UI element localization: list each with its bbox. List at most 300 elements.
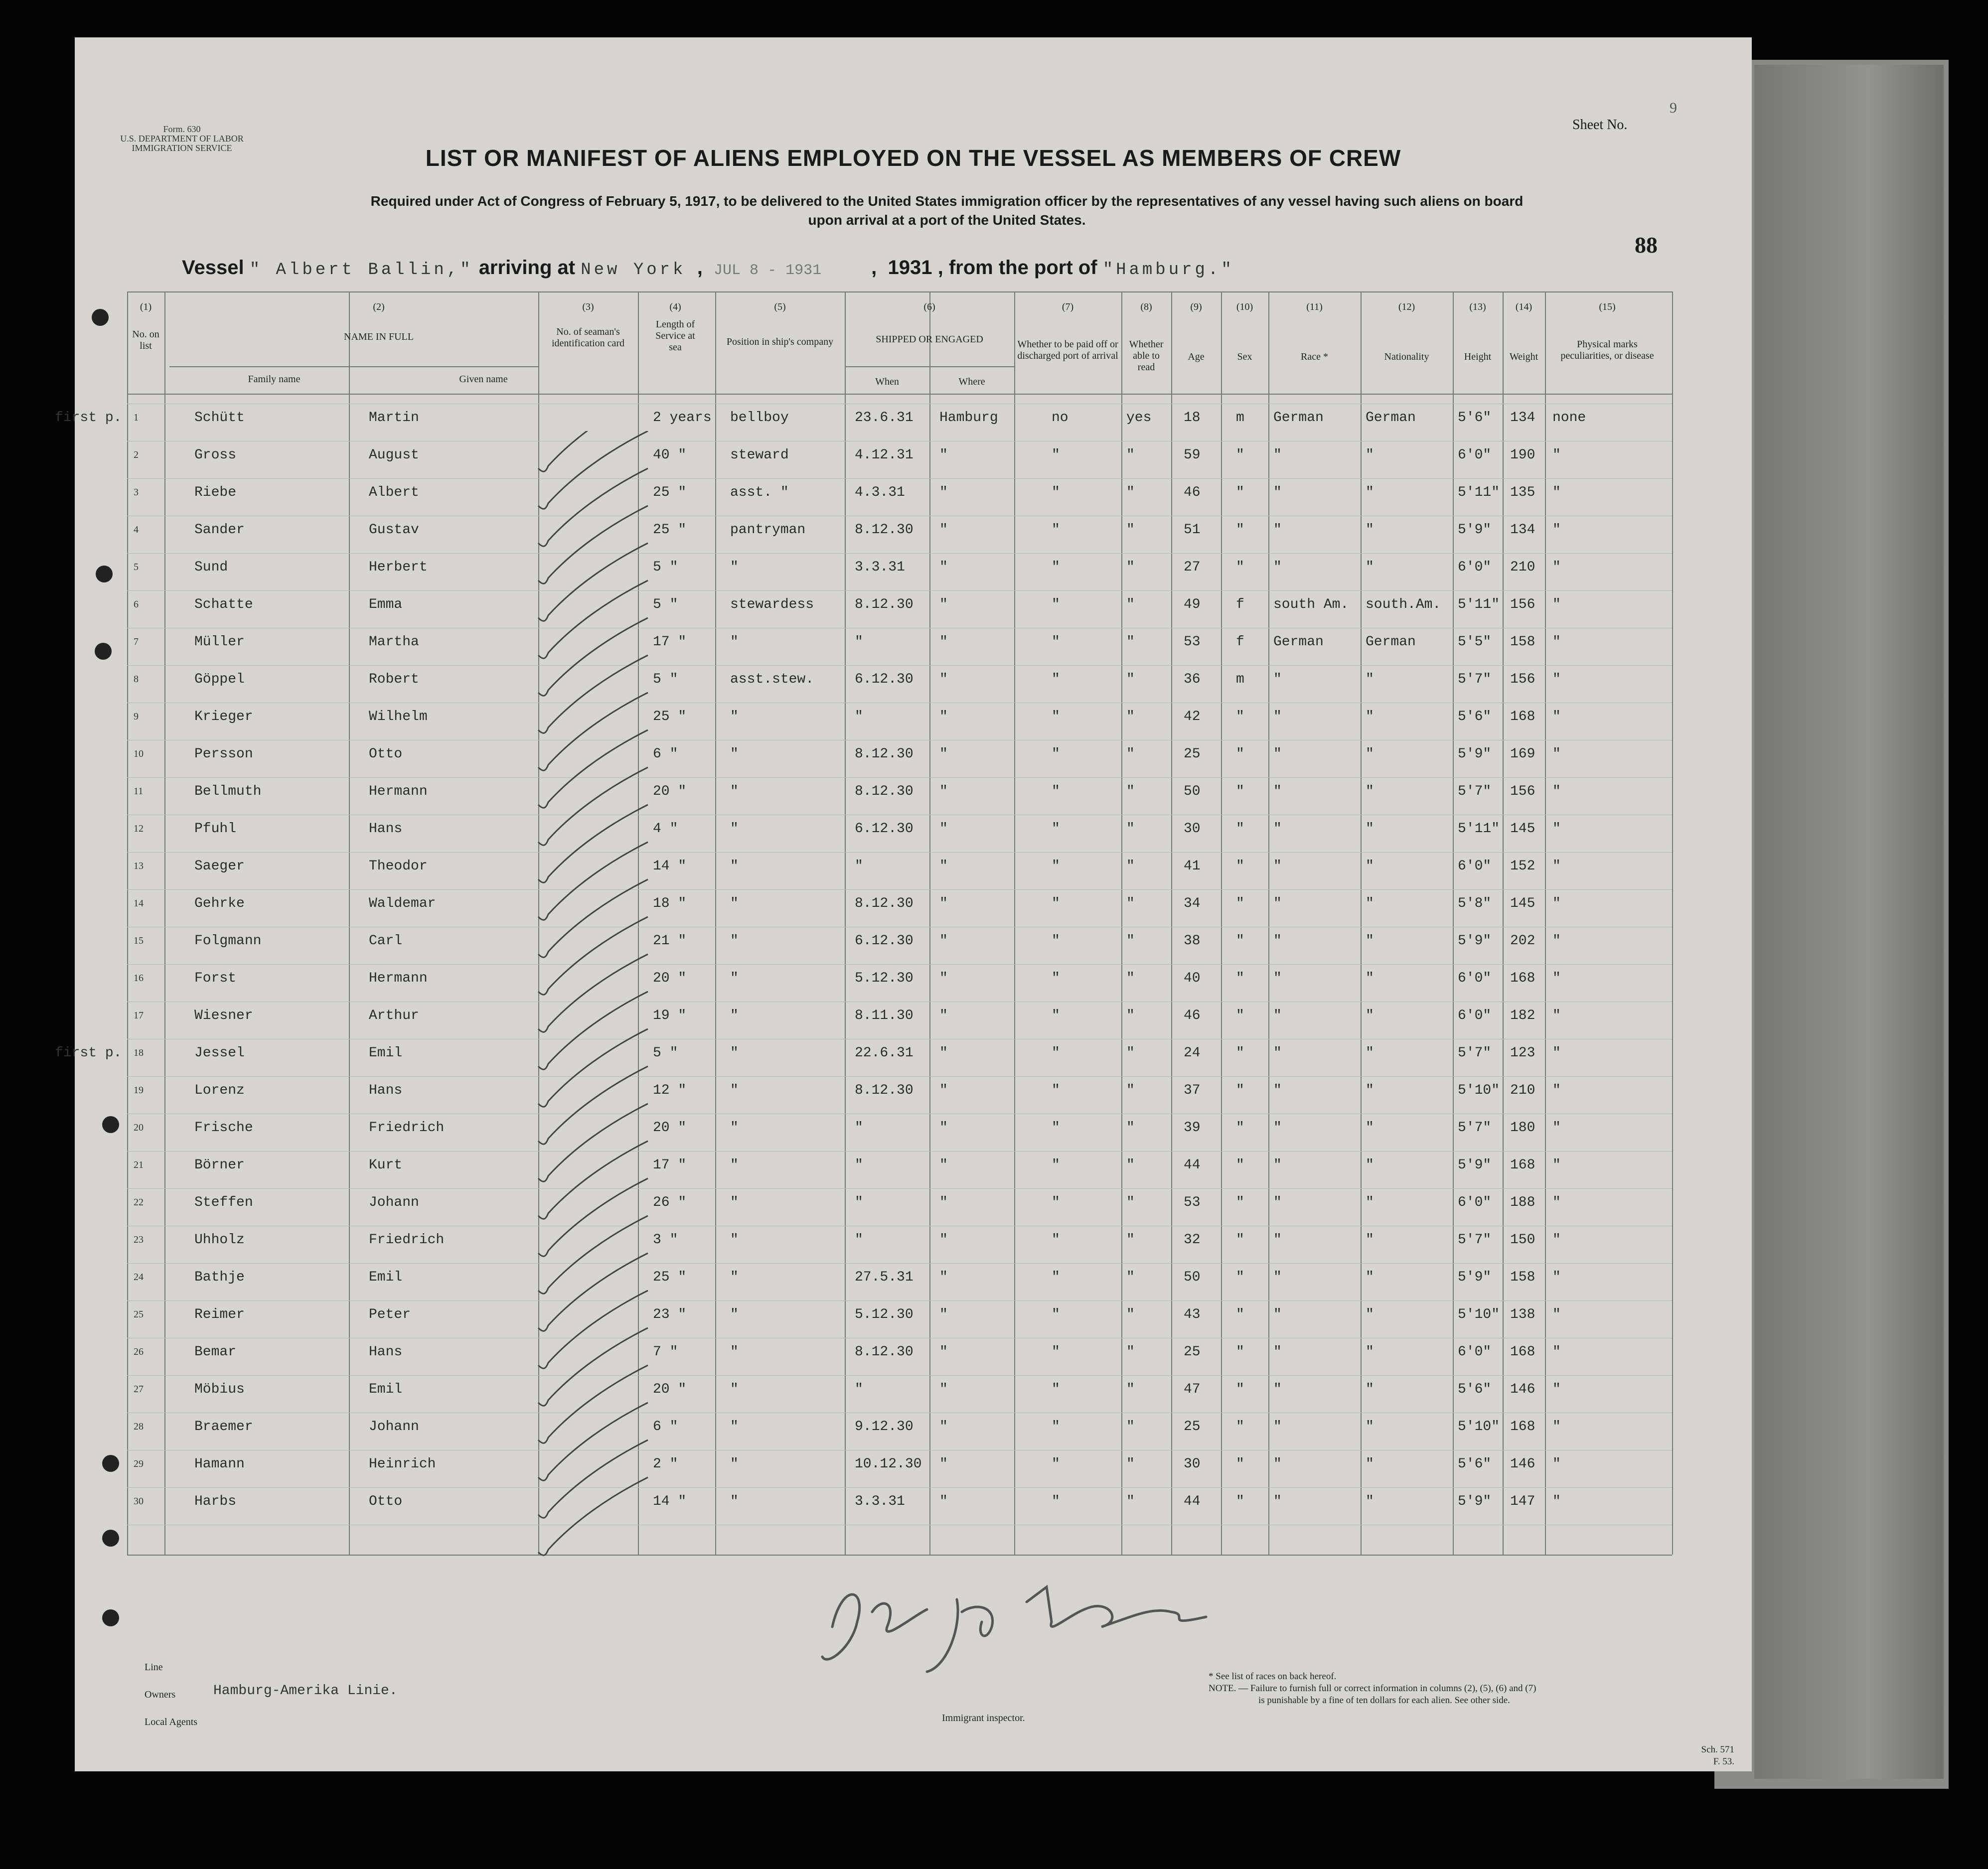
column-rule (1221, 291, 1222, 1555)
row-family: Hamann (194, 1456, 245, 1472)
row-age: 44 (1184, 1494, 1201, 1509)
row-when: 10.12.30 (855, 1456, 922, 1472)
row-height: 5'11" (1458, 485, 1500, 500)
row-race: " (1273, 1008, 1282, 1023)
row-nationality: " (1366, 1083, 1374, 1098)
row-family: Folgmann (194, 933, 262, 949)
column-rule (349, 291, 350, 1555)
row-age: 30 (1184, 1456, 1201, 1472)
tick-mark (538, 1104, 648, 1181)
row-nationality: " (1366, 821, 1374, 837)
row-read: " (1126, 447, 1135, 463)
row-nationality: " (1366, 1045, 1374, 1061)
row-sex: " (1236, 1045, 1244, 1061)
row-race: German (1273, 410, 1324, 426)
row-paid-off: " (1052, 522, 1060, 538)
row-race: " (1273, 1456, 1282, 1472)
row-paid-off: " (1052, 672, 1060, 687)
col1-header: No. on list (132, 329, 159, 351)
row-read: " (1126, 709, 1135, 724)
col8-number: (8) (1140, 301, 1152, 312)
tick-mark (538, 618, 648, 696)
row-sex: " (1236, 1270, 1244, 1285)
row-position: stewardess (730, 597, 814, 612)
row-service: 21 " (653, 933, 687, 949)
row-read: " (1126, 971, 1135, 986)
row-service: 20 " (653, 1120, 687, 1136)
table-top-rule (127, 291, 1672, 292)
footer-notes (1209, 1671, 1632, 1707)
row-position: " (730, 1195, 739, 1210)
row-no: 5 (134, 562, 139, 573)
row-nationality: " (1366, 1270, 1374, 1285)
row-age: 53 (1184, 634, 1201, 650)
row-height: 5'10" (1458, 1083, 1500, 1098)
row-family: Braemer (194, 1419, 253, 1435)
row-where: " (939, 1120, 948, 1136)
row-where: " (939, 1419, 948, 1435)
row-where: " (939, 821, 948, 837)
row-given: August (369, 447, 419, 463)
row-no: 7 (134, 636, 139, 647)
row-height: 5'7" (1458, 784, 1492, 799)
row-family: Riebe (194, 485, 237, 500)
row-sex: " (1236, 560, 1244, 575)
row-height: 5'7" (1458, 1120, 1492, 1136)
tick-mark (538, 431, 648, 509)
row-where: " (939, 1456, 948, 1472)
row-paid-off: " (1052, 1419, 1060, 1435)
local-agents-label: Local Agents (145, 1717, 198, 1727)
row-given: Herbert (369, 560, 428, 575)
row-height: 5'6" (1458, 709, 1492, 724)
row-marks: " (1552, 821, 1561, 837)
row-when: 8.12.30 (855, 522, 914, 538)
row-read: " (1126, 896, 1135, 911)
row-weight: 135 (1510, 485, 1535, 500)
row-paid-off: " (1052, 597, 1060, 612)
header-bottom-rule (127, 394, 1672, 395)
row-no: 25 (134, 1309, 144, 1320)
row-given: Hans (369, 1344, 403, 1360)
row-nationality: south.Am. (1366, 597, 1441, 612)
row-paid-off: " (1052, 784, 1060, 799)
row-race: " (1273, 1083, 1282, 1098)
row-position: steward (730, 447, 789, 463)
row-service: 25 " (653, 709, 687, 724)
row-position: " (730, 784, 739, 799)
row-no: 10 (134, 748, 144, 759)
row-age: 25 (1184, 1419, 1201, 1435)
row-no: 2 (134, 449, 139, 460)
row-no: 29 (134, 1458, 144, 1469)
row-paid-off: " (1052, 1157, 1060, 1173)
row-no: 11 (134, 786, 144, 797)
row-race: " (1273, 896, 1282, 911)
row-race: " (1273, 1045, 1282, 1061)
row-family: Gehrke (194, 896, 245, 911)
row-when: 9.12.30 (855, 1419, 914, 1435)
tick-mark (538, 767, 648, 845)
row-family: Wiesner (194, 1008, 253, 1023)
tick-mark (538, 1066, 648, 1144)
row-no: 3 (134, 487, 139, 498)
row-race: " (1273, 821, 1282, 837)
row-sex: " (1236, 933, 1244, 949)
row-height: 6'0" (1458, 859, 1492, 874)
row-age: 27 (1184, 560, 1201, 575)
row-height: 5'9" (1458, 933, 1492, 949)
row-height: 6'0" (1458, 1344, 1492, 1360)
row-read: yes (1126, 410, 1152, 426)
row-no: 21 (134, 1159, 144, 1170)
row-weight: 134 (1510, 522, 1535, 538)
row-when: 6.12.30 (855, 672, 914, 687)
row-position: asst.stew. (730, 672, 814, 687)
row-height: 5'6" (1458, 1382, 1492, 1397)
row-height: 5'5" (1458, 634, 1492, 650)
row-paid-off: " (1052, 1494, 1060, 1509)
arriving-port: New York (581, 261, 686, 280)
row-given: Friedrich (369, 1120, 445, 1136)
row-paid-off: " (1052, 709, 1060, 724)
column-rule (845, 291, 846, 1555)
row-age: 59 (1184, 447, 1201, 463)
row-when: 3.3.31 (855, 560, 905, 575)
row-no: 12 (134, 823, 144, 834)
row-height: 5'7" (1458, 672, 1492, 687)
row-age: 51 (1184, 522, 1201, 538)
row-service: 6 " (653, 1419, 678, 1435)
column-rule (1503, 291, 1504, 1555)
row-read: " (1126, 1419, 1135, 1435)
row-no: 20 (134, 1122, 144, 1133)
row-rule (127, 1300, 1672, 1301)
row-position: " (730, 1157, 739, 1173)
row-height: 5'9" (1458, 522, 1492, 538)
row-age: 25 (1184, 1344, 1201, 1360)
row-family: Möbius (194, 1382, 245, 1397)
row-service: 12 " (653, 1083, 687, 1098)
row-height: 6'0" (1458, 1008, 1492, 1023)
row-paid-off: " (1052, 560, 1060, 575)
row-age: 18 (1184, 410, 1201, 426)
column-rule (1672, 291, 1673, 1555)
row-marks: " (1552, 634, 1561, 650)
row-nationality: " (1366, 1157, 1374, 1173)
row-height: 5'8" (1458, 896, 1492, 911)
row-height: 5'10" (1458, 1419, 1500, 1435)
row-sex: " (1236, 1157, 1244, 1173)
col6-header: SHIPPED OR ENGAGED (876, 334, 983, 345)
row-sex: m (1236, 672, 1244, 687)
row-family: Harbs (194, 1494, 237, 1509)
row-service: 20 " (653, 784, 687, 799)
row-when: 23.6.31 (855, 410, 914, 426)
row-paid-off: " (1052, 447, 1060, 463)
row-read: " (1126, 1382, 1135, 1397)
row-read: " (1126, 1195, 1135, 1210)
tick-mark (538, 655, 648, 733)
row-race: " (1273, 447, 1282, 463)
row-family: Sund (194, 560, 228, 575)
row-position: " (730, 746, 739, 762)
row-when: 8.12.30 (855, 1344, 914, 1360)
row-when: 6.12.30 (855, 821, 914, 837)
row-race: " (1273, 1382, 1282, 1397)
row-marks: " (1552, 896, 1561, 911)
row-paid-off: " (1052, 634, 1060, 650)
col15-number: (15) (1599, 301, 1616, 312)
row-sex: " (1236, 971, 1244, 986)
row-given: Emil (369, 1270, 403, 1285)
row-where: " (939, 1344, 948, 1360)
col8-header: Whether able to read (1129, 339, 1164, 373)
row-position: " (730, 1344, 739, 1360)
tick-mark (538, 730, 648, 808)
binder-hole (92, 309, 109, 326)
date-stamp: JUL 8 - 1931 (714, 262, 822, 279)
row-no: 28 (134, 1421, 144, 1432)
row-when: 8.12.30 (855, 597, 914, 612)
row-when: 6.12.30 (855, 933, 914, 949)
row-race: " (1273, 522, 1282, 538)
row-paid-off: " (1052, 821, 1060, 837)
row-given: Theodor (369, 859, 428, 874)
row-age: 37 (1184, 1083, 1201, 1098)
row-service: 20 " (653, 1382, 687, 1397)
row-service: 40 " (653, 447, 687, 463)
row-where: " (939, 634, 948, 650)
row-paid-off: " (1052, 1195, 1060, 1210)
row-weight: 152 (1510, 859, 1535, 874)
row-weight: 188 (1510, 1195, 1535, 1210)
row-marks: " (1552, 1419, 1561, 1435)
row-marks: " (1552, 784, 1561, 799)
row-read: " (1126, 1083, 1135, 1098)
column-rule (1361, 291, 1362, 1555)
row-when: " (855, 1157, 863, 1173)
row-sex: " (1236, 1494, 1244, 1509)
row-marks: " (1552, 1157, 1561, 1173)
row-marks: " (1552, 1456, 1561, 1472)
row-family: Persson (194, 746, 253, 762)
row-sex: " (1236, 1419, 1244, 1435)
row-read: " (1126, 859, 1135, 874)
row-rule (127, 590, 1672, 591)
row-given: Otto (369, 1494, 403, 1509)
row-no: 24 (134, 1272, 144, 1283)
row-family: Forst (194, 971, 237, 986)
row-sex: " (1236, 709, 1244, 724)
row-sex: " (1236, 784, 1244, 799)
row-no: 27 (134, 1384, 144, 1395)
row-where: Hamburg (939, 410, 998, 426)
row-sex: " (1236, 746, 1244, 762)
row-service: 23 " (653, 1307, 687, 1322)
row-nationality: " (1366, 1494, 1374, 1509)
row-marks: " (1552, 859, 1561, 874)
tick-mark (538, 992, 648, 1069)
row-no: 4 (134, 524, 139, 535)
col14-header: Weight (1509, 351, 1538, 362)
form-code: F. 53. (1713, 1756, 1734, 1767)
row-weight: 147 (1510, 1494, 1535, 1509)
identification-tick-marks (533, 431, 658, 1587)
col13-header: Height (1464, 351, 1492, 362)
row-rule (127, 964, 1672, 965)
row-paid-off: " (1052, 1232, 1060, 1248)
owners-value: Hamburg-Amerika Linie. (213, 1683, 398, 1699)
row-height: 5'10" (1458, 1307, 1500, 1322)
row-paid-off: " (1052, 933, 1060, 949)
row-age: 40 (1184, 971, 1201, 986)
row-where: " (939, 522, 948, 538)
row-family: Bemar (194, 1344, 237, 1360)
row-marks: " (1552, 1232, 1561, 1248)
row-service: 25 " (653, 522, 687, 538)
row-weight: 190 (1510, 447, 1535, 463)
row-marks: " (1552, 1008, 1561, 1023)
row-rule (127, 1487, 1672, 1488)
row-no: 14 (134, 898, 144, 909)
row-sex: " (1236, 1307, 1244, 1322)
row-no: 8 (134, 674, 139, 685)
row-service: 17 " (653, 1157, 687, 1173)
row-given: Emma (369, 597, 403, 612)
col15-header: Physical marks peculiarities, or disease (1560, 339, 1654, 361)
row-no: 30 (134, 1496, 144, 1507)
row-nationality: " (1366, 1344, 1374, 1360)
row-service: 14 " (653, 1494, 687, 1509)
column-rule (127, 291, 128, 1555)
row-marks: " (1552, 746, 1561, 762)
row-age: 39 (1184, 1120, 1201, 1136)
row-when: " (855, 859, 863, 874)
col2-family-header: Family name (248, 374, 301, 385)
col10-header: Sex (1237, 351, 1252, 362)
row-read: " (1126, 522, 1135, 538)
row-read: " (1126, 672, 1135, 687)
row-marks: " (1552, 1083, 1561, 1098)
line-label: Line (145, 1662, 163, 1673)
row-height: 5'9" (1458, 1494, 1492, 1509)
row-sex: " (1236, 485, 1244, 500)
row-paid-off: " (1052, 1456, 1060, 1472)
row-family: Schatte (194, 597, 253, 612)
row-given: Friedrich (369, 1232, 445, 1248)
col7-header: Whether to be paid off or discharged port of arrival (1017, 339, 1118, 361)
row-family: Uhholz (194, 1232, 245, 1248)
row-height: 6'0" (1458, 971, 1492, 986)
from-label: , from the port of (937, 257, 1097, 279)
row-read: " (1126, 1008, 1135, 1023)
row-sex: " (1236, 1382, 1244, 1397)
col3-number: (3) (582, 301, 594, 312)
row-paid-off: " (1052, 1120, 1060, 1136)
row-given: Peter (369, 1307, 411, 1322)
row-nationality: " (1366, 447, 1374, 463)
row-weight: 158 (1510, 1270, 1535, 1285)
row-when: 5.12.30 (855, 1307, 914, 1322)
row-nationality: " (1366, 859, 1374, 874)
row-position: " (730, 634, 739, 650)
row-read: " (1126, 1232, 1135, 1248)
row-given: Otto (369, 746, 403, 762)
row-marks: " (1552, 1382, 1561, 1397)
row-read: " (1126, 821, 1135, 837)
row-weight: 202 (1510, 933, 1535, 949)
owners-label: Owners (145, 1689, 176, 1700)
row-sex: " (1236, 1008, 1244, 1023)
row-marks: " (1552, 709, 1561, 724)
row-position: " (730, 859, 739, 874)
row-race: " (1273, 1120, 1282, 1136)
row-race: " (1273, 859, 1282, 874)
row-family: Steffen (194, 1195, 253, 1210)
column-rule (1268, 291, 1269, 1555)
row-marks: " (1552, 560, 1561, 575)
row-service: 19 " (653, 1008, 687, 1023)
row-age: 30 (1184, 821, 1201, 837)
row-read: " (1126, 1494, 1135, 1509)
row-age: 32 (1184, 1232, 1201, 1248)
row-where: " (939, 1307, 948, 1322)
name-subheader-rule (169, 366, 538, 367)
row-given: Martin (369, 410, 419, 426)
row-age: 34 (1184, 896, 1201, 911)
sch-number: Sch. 571 (1701, 1744, 1734, 1755)
row-race: " (1273, 560, 1282, 575)
row-paid-off: " (1052, 1307, 1060, 1322)
row-when: 4.12.31 (855, 447, 914, 463)
row-when: 8.12.30 (855, 896, 914, 911)
row-given: Emil (369, 1045, 403, 1061)
row-nationality: " (1366, 1120, 1374, 1136)
row-nationality: " (1366, 1456, 1374, 1472)
row-when: 3.3.31 (855, 1494, 905, 1509)
row-paid-off: " (1052, 1008, 1060, 1023)
row-marks: " (1552, 1045, 1561, 1061)
row-rule (127, 1076, 1672, 1077)
row-race: " (1273, 672, 1282, 687)
row-marks: " (1552, 1307, 1561, 1322)
row-nationality: " (1366, 1307, 1374, 1322)
row-age: 36 (1184, 672, 1201, 687)
row-paid-off: " (1052, 896, 1060, 911)
row-position: " (730, 1494, 739, 1509)
col4-number: (4) (669, 301, 681, 312)
col12-header: Nationality (1384, 351, 1429, 362)
row-family: Börner (194, 1157, 245, 1173)
row-race: " (1273, 485, 1282, 500)
row-family: Bellmuth (194, 784, 262, 799)
manifest-subtitle (174, 192, 1719, 230)
tick-mark (538, 879, 648, 957)
tick-mark (538, 468, 648, 546)
row-where: " (939, 1157, 948, 1173)
row-rule (127, 889, 1672, 890)
row-where: " (939, 971, 948, 986)
row-sex: f (1236, 597, 1244, 612)
row-paid-off: " (1052, 1083, 1060, 1098)
row-no: 17 (134, 1010, 144, 1021)
row-race: German (1273, 634, 1324, 650)
row-marks: " (1552, 1344, 1561, 1360)
row-where: " (939, 1008, 948, 1023)
row-race: " (1273, 746, 1282, 762)
row-position: " (730, 971, 739, 986)
